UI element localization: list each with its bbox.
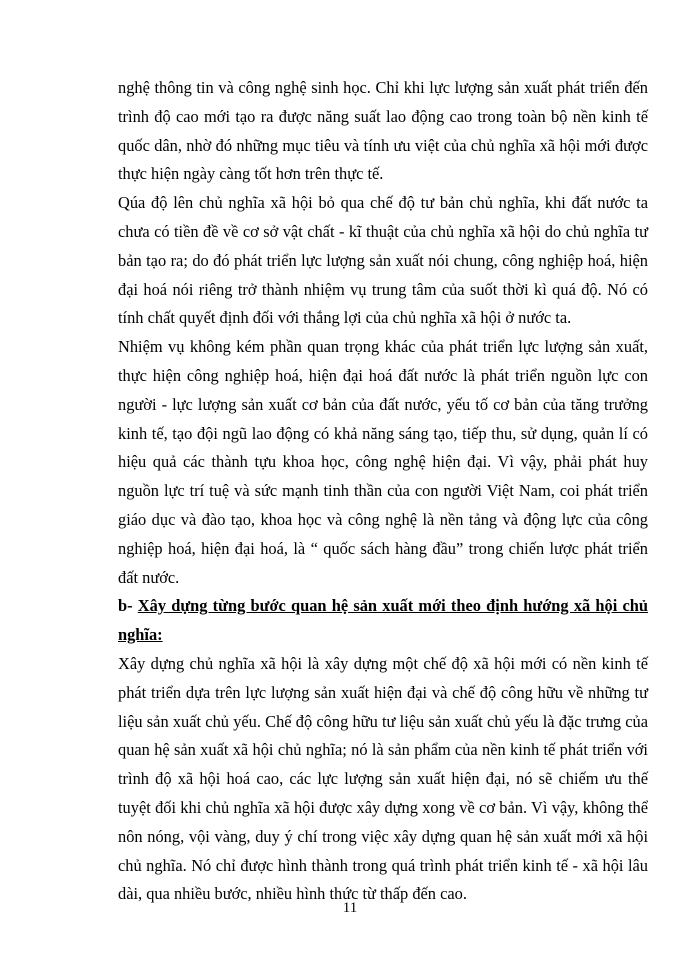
paragraph-3: Nhiệm vụ không kém phần quan trọng khác của phát triển lực lượng sản xuất, thực hiện công nghiệp hoá, hiện đại hoá đất nước là phát triển nguồn lực con người - lực lượng sản xuất cơ bản của đất nước, yếu tố cơ bản của tăng trưởng kinh tế, tạo đội ngũ lao động có khả năng sáng tạo, tiếp thu, sử dụng, quản lí có hiệu quả các thành tựu khoa học, công nghệ hiện đại. Vì vậy, phải phát huy nguồn lực trí tuệ và sức mạnh tinh thần của con người Việt Nam, coi phát triển giáo dục và đào tạo, khoa học và công nghệ là nền tảng và động lực của công nghiệp hoá, hiện đại hoá, là “ quốc sách hàng đầu” trong chiến lược phát triển đất nước. (118, 337, 648, 587)
section-heading-prefix: b- (118, 596, 138, 616)
body-text (118, 74, 648, 909)
paragraph-1: nghệ thông tin và công nghệ sinh học. Chỉ khi lực lượng sản xuất phát triển đến trình độ cao mới tạo ra được năng suất lao động cao trong toàn bộ nền kinh tế quốc dân, nhờ đó những mục tiêu và tính ưu việt của chủ nghĩa xã hội mới được thực hiện ngày càng tốt hơn trên thực tế. (118, 78, 648, 184)
paragraph-2: Qúa độ lên chủ nghĩa xã hội bỏ qua chế độ tư bản chủ nghĩa, khi đất nước ta chưa có tiền đề về cơ sở vật chất - kĩ thuật của chủ nghĩa xã hội do chủ nghĩa tư bản tạo ra; do đó phát triển lực lượng sản xuất nói chung, công nghiệp hoá, hiện đại hoá nói riêng trở thành nhiệm vụ trung tâm của suốt thời kì quá độ. Nó có tính chất quyết định đối với thắng lợi của chủ nghĩa xã hội ở nước ta. (118, 193, 648, 328)
section-heading-title: Xây dựng từng bước quan hệ sản xuất mới theo định hướng xã hội chủ nghĩa: (118, 596, 648, 645)
page-number: 11 (342, 900, 358, 916)
section-heading (118, 592, 648, 650)
paragraph-4: Xây dựng chủ nghĩa xã hội là xây dựng một chế độ xã hội mới có nền kinh tế phát triển dựa trên lực lượng sản xuất hiện đại và chế độ công hữu về những tư liệu sản xuất chủ yếu. Chế độ công hữu tư liệu sản xuất chủ yếu là đặc trưng của quan hệ sản xuất xã hội chủ nghĩa; nó là sản phẩm của nền kinh tế phát triển với trình độ xã hội hoá cao, các lực lượng sản xuất hiện đại, nó sẽ chiếm ưu thế tuyệt đối khi chủ nghĩa xã hội được xây dựng xong về cơ bản. Vì vậy, không thể nôn nóng, vội vàng, duy ý chí trong việc xây dựng quan hệ sản xuất mới xã hội chủ nghĩa. Nó chỉ được hình thành trong quá trình phát triển kinh tế - xã hội lâu dài, qua nhiều bước, nhiều hình thức từ thấp đến cao. (118, 653, 648, 904)
